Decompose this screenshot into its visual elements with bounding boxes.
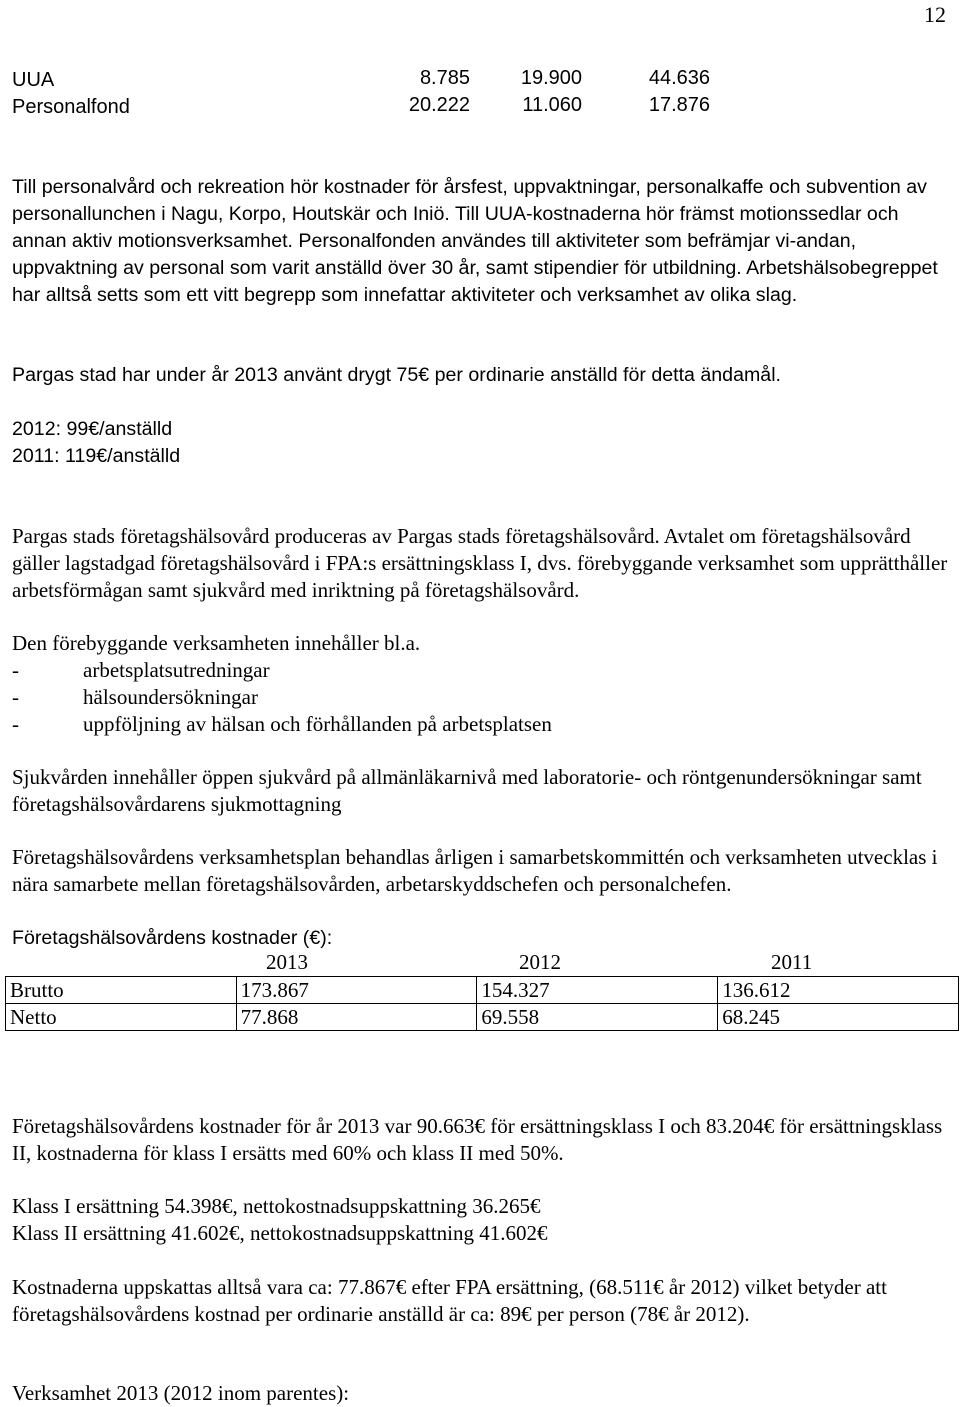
list-dash: - <box>12 658 19 682</box>
uua-value-3: 44.636 <box>648 67 710 89</box>
list-dash: - <box>12 685 19 709</box>
uua-value-1: 8.785 <box>419 67 470 89</box>
preventive-intro: Den förebyggande verksamheten innehåller bl.a. <box>12 631 421 655</box>
paragraph-foretagshalsovard: Pargas stads företagshälsovård produceras av Pargas stads företagshälsovård. Avtalet om företagshälsovård gäller lagstadgad företagshälsovård i FPA:s ersättningsklass I, dvs. förebyggande verksamhet som upprätthåller arbetsförmågan samt sjukvård med inriktning på företagshälsovård. <box>12 524 948 602</box>
table-row <box>6 977 959 1004</box>
paragraph-pargas-usage: Pargas stad har under år 2013 använt drygt 75€ per ordinarie anställd för detta ändamål. <box>12 364 781 386</box>
paragraph-cost-estimate: Kostnaderna uppskattas alltså vara ca: 77.867€ efter FPA ersättning, (68.511€ år 2012) vilket betyder att företagshälsovårdens kostnad per ordinarie anställd är ca: 89€ per person (78€ år 2012). <box>12 1275 887 1326</box>
per-employee-2012: 2012: 99€/anställd <box>12 418 173 440</box>
klass-1-line: Klass I ersättning 54.398€, nettokostnadsuppskattning 36.265€ <box>12 1194 541 1218</box>
cost-table <box>5 976 959 1031</box>
personalfond-value-3: 17.876 <box>648 94 710 116</box>
list-item-text: hälsoundersökningar <box>83 685 258 709</box>
list-item <box>12 657 270 684</box>
cost-row-label: Netto <box>6 1004 237 1031</box>
paragraph-personalvard: Till personalvård och rekreation hör kostnader för årsfest, uppvaktningar, personalkaffe och subvention av personallunchen i Nagu, Korpo, Houtskär och Iniö. Till UUA-kostnaderna hör främst motionssedlar och annan aktiv motionsverksamhet. Personalfonden användes till aktiviteter som befrämjar vi-andan, uppvaktning av personal som varit anställd över 30 år, samt stipendier för utbildning. Arbetshälsobegreppet har alltså setts som ett vitt begrepp som innefattar aktiviteter och verksamhet av olika slag. <box>12 176 938 306</box>
personalfond-value-2: 11.060 <box>522 94 582 116</box>
cost-cell: 136.612 <box>718 977 959 1004</box>
cost-cell: 77.868 <box>236 1004 477 1031</box>
per-employee-2011: 2011: 119€/anställd <box>12 445 181 467</box>
uua-label: UUA <box>12 69 55 91</box>
table-row <box>6 1004 959 1031</box>
cost-table-year-2012: 2012 <box>519 950 561 974</box>
verksamhet-heading: Verksamhet 2013 (2012 inom parentes): <box>12 1381 350 1405</box>
cost-cell: 68.245 <box>718 1004 959 1031</box>
cost-table-caption: Företagshälsovårdens kostnader (€): <box>12 927 333 949</box>
cost-cell: 173.867 <box>236 977 477 1004</box>
cost-row-label: Brutto <box>6 977 237 1004</box>
list-dash: - <box>12 712 19 736</box>
uua-value-2: 19.900 <box>520 67 582 89</box>
personalfond-value-1: 20.222 <box>408 94 470 116</box>
list-item <box>12 711 552 738</box>
personalfond-label: Personalfond <box>12 96 130 118</box>
paragraph-sjukvard: Sjukvården innehåller öppen sjukvård på allmänläkarnivå med laboratorie- och röntgenundersökningar samt företagshälsovårdarens sjukmottagning <box>12 765 922 816</box>
paragraph-verksamhetsplan: Företagshälsovårdens verksamhetsplan behandlas årligen i samarbetskommittén och verksamheten utvecklas i nära samarbete mellan företagshälsovården, arbetarskyddschefen och personalchefen. <box>12 845 938 896</box>
cost-table-year-2011: 2011 <box>771 950 813 974</box>
cost-table-year-2013: 2013 <box>266 950 308 974</box>
list-item <box>12 684 258 711</box>
page-number: 12 <box>924 2 946 27</box>
klass-2-line: Klass II ersättning 41.602€, nettokostnadsuppskattning 41.602€ <box>12 1221 548 1245</box>
list-item-text: uppföljning av hälsan och förhållanden på arbetsplatsen <box>83 712 552 736</box>
paragraph-cost-2013: Företagshälsovårdens kostnader för år 2013 var 90.663€ för ersättningsklass I och 83.204€ för ersättningsklass II, kostnaderna för klass I ersätts med 60% och klass II med 50%. <box>12 1114 943 1165</box>
cost-cell: 154.327 <box>477 977 718 1004</box>
cost-cell: 69.558 <box>477 1004 718 1031</box>
list-item-text: arbetsplatsutredningar <box>83 658 270 682</box>
